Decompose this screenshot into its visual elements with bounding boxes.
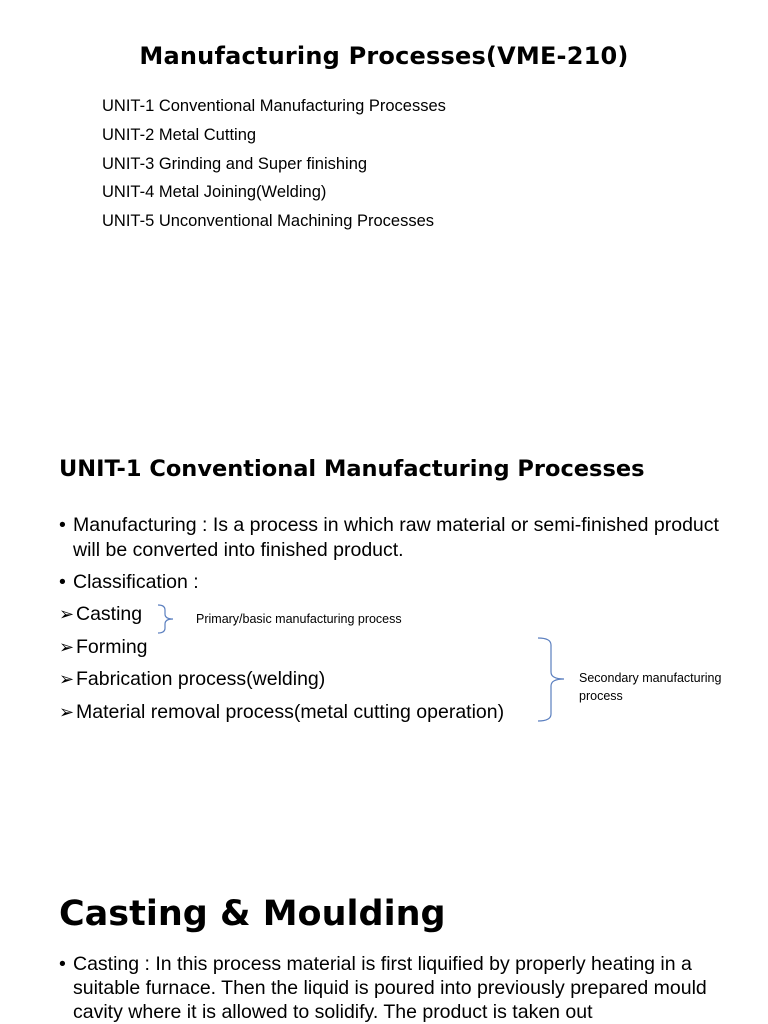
unit-item-5: UNIT-5 Unconventional Machining Processes — [102, 212, 434, 231]
primary-process-note: Primary/basic manufacturing process — [196, 612, 402, 626]
unit-list — [102, 94, 446, 238]
bullet-icon: • — [59, 953, 66, 975]
process-label: Casting — [76, 603, 143, 625]
section-heading-unit1: UNIT-1 Conventional Manufacturing Processes — [59, 456, 645, 482]
page-title: Manufacturing Processes(VME-210) — [139, 42, 629, 70]
bullet-icon: • — [59, 571, 66, 593]
process-label: Material removal process(metal cutting operation) — [76, 701, 505, 723]
classification-text: Classification : — [73, 571, 199, 593]
bullet-icon: • — [59, 514, 66, 536]
process-label: Forming — [76, 636, 148, 658]
casting-text: Casting : In this process material is first liquified by properly heating in a suitable furnace. Then the liquid is poured into previously prepared mould cavity where it is allowed to solidify. The product is taken out — [73, 953, 707, 1023]
brace-path — [158, 605, 173, 633]
arrow-bullet-icon: ➢ — [59, 702, 75, 722]
arrow-bullet-icon: ➢ — [59, 637, 75, 657]
process-item-material-removal — [59, 700, 504, 724]
arrow-bullet-icon: ➢ — [59, 669, 75, 689]
unit-item-3: UNIT-3 Grinding and Super finishing — [102, 154, 368, 173]
arrow-bullet-icon: ➢ — [59, 604, 75, 624]
primary-brace-icon — [156, 604, 182, 634]
process-item-forming — [59, 635, 148, 659]
secondary-process-note: Secondary manufacturing process — [579, 671, 722, 703]
secondary-brace-icon — [536, 637, 570, 723]
brace-path — [538, 638, 564, 721]
process-item-fabrication — [59, 667, 325, 691]
unit-item-2: UNIT-2 Metal Cutting — [102, 125, 257, 144]
definition-text: Manufacturing : Is a process in which raw material or semi-finished product will be converted into finished product. — [73, 514, 719, 561]
unit-item-4: UNIT-4 Metal Joining(Welding) — [102, 183, 327, 202]
section-heading-casting: Casting & Moulding — [59, 894, 446, 934]
process-label: Fabrication process(welding) — [76, 668, 326, 690]
process-item-casting — [59, 602, 142, 626]
unit-item-1: UNIT-1 Conventional Manufacturing Processes — [102, 97, 446, 115]
